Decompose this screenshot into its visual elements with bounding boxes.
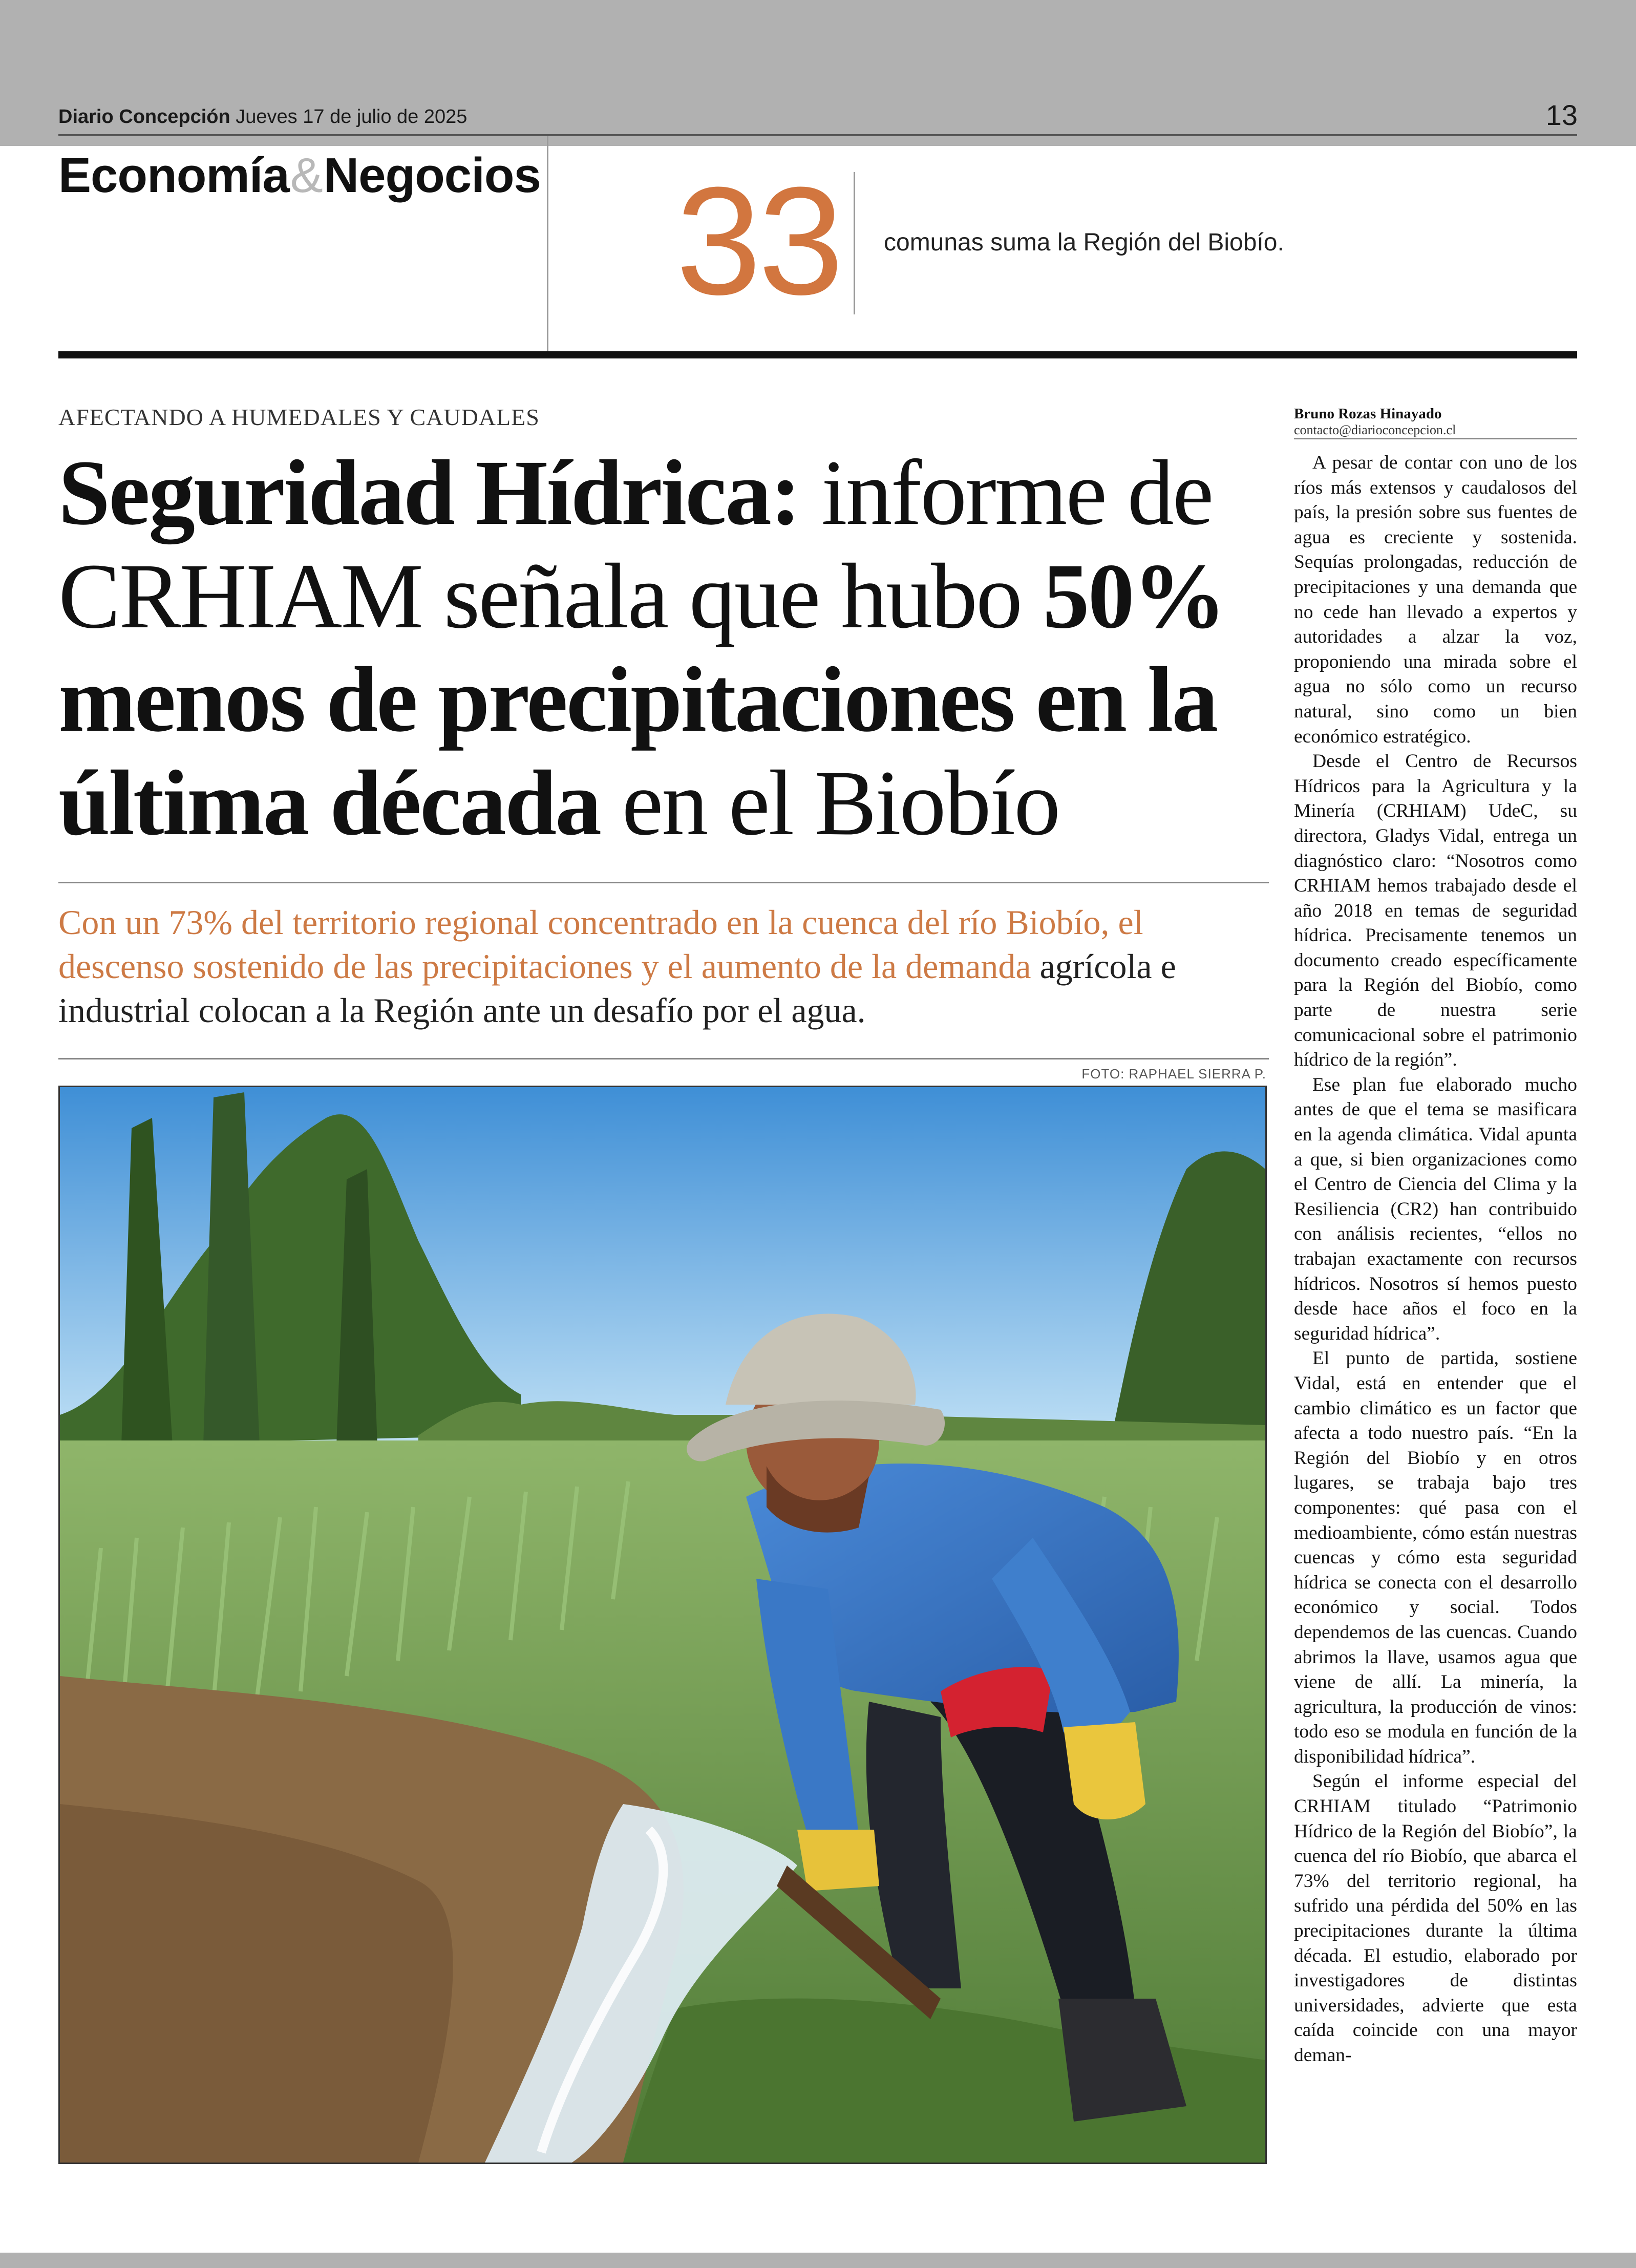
- headline-regular-1: informe de CRHIAM señala que hubo: [58, 441, 1213, 648]
- article-lead: [58, 900, 1277, 1032]
- article-kicker: AFECTANDO A HUMEDALES Y CAUDALES: [58, 404, 540, 430]
- header-divider: [547, 136, 548, 351]
- body-paragraph: Desde el Centro de Recursos Hídricos para la Agricultura y la Minería (CRHIAM) UdeC, su directora, Gladys Vidal, entrega un diagnóstico claro: “Nosotros como CRHIAM hemos trabajado desde el año 2018 en temas de seguridad hídrica. Precisamente tenemos un documento creado específicamente para la Región del Biobío, como parte de nuestra serie comunicacional sobre el patrimonio hídrico de la región”.: [1294, 751, 1577, 1071]
- photo-illustration: [60, 1087, 1265, 2163]
- lead-rest: agrícola e industrial colocan a la Región ante un desafío por el agua.: [58, 947, 1176, 1030]
- stat-divider: [854, 172, 855, 314]
- bottom-band: [0, 2253, 1636, 2268]
- header-rule: [58, 134, 1577, 136]
- headline-bold-1: Seguridad Hídrica:: [58, 441, 800, 544]
- stat-number: 33: [676, 155, 841, 327]
- article-body: [1294, 451, 1577, 2068]
- page-number: 13: [1545, 99, 1578, 131]
- publication-date: Jueves 17 de julio de 2025: [236, 106, 468, 128]
- body-paragraph: A pesar de contar con uno de los ríos más extensos y caudalosos del país, la presión sobre sus fuentes de agua es creciente y sostenida. Sequías prolongadas, reducción de precipitaciones y una demanda que no cede han llevado a expertos y autoridades a alzar la voz, proponiendo una mirada sobre el agua no sólo como un recurso natural, sino como un bien económico estratégico.: [1294, 452, 1577, 747]
- publication-name: Diario Concepción: [58, 106, 230, 128]
- section-word-1: Economía: [58, 148, 289, 203]
- lead-top-rule: [58, 882, 1269, 883]
- section-title: [58, 147, 541, 204]
- photo-credit: FOTO: RAPHAEL SIERRA P.: [1081, 1066, 1266, 1082]
- byline-email: contacto@diarioconcepcion.cl: [1294, 422, 1456, 437]
- article-photo: [58, 1086, 1267, 2164]
- article-byline: [1294, 406, 1577, 438]
- lead-highlight: Con un 73% del territorio regional concentrado en la cuenca del río Biobío, el descenso sostenido de las precipitaciones y el aumento de la demanda: [58, 903, 1143, 986]
- byline-rule: [1294, 438, 1577, 439]
- article-headline: [58, 441, 1287, 855]
- lead-bottom-rule: [58, 1058, 1269, 1059]
- headline-regular-2: en el Biobío: [600, 752, 1059, 855]
- body-paragraph: Según el informe especial del CRHIAM titulado “Patrimonio Hídrico de la Región del Biobío”, la cuenca del río Biobío, que abarca el 73% del territorio regional, ha sufrido una pérdida del 50% en las precipitaciones durante la última década. El estudio, elaborado por investigadores de distintas universidades, advierte que esta caída coincide con una mayor deman-: [1294, 1771, 1577, 2066]
- byline-author: Bruno Rozas Hinayado: [1294, 406, 1442, 422]
- body-paragraph: El punto de partida, sostiene Vidal, está en entender que el cambio climático es un factor que afecta a todo nuestro país. “En la Región del Biobío y en otros lugares, se trabaja bajo tres componentes: qué pasa con el medioambiente, cómo están nuestras cuencas y cómo esta seguridad hídrica se conecta con el desarrollo económico y social. Todos dependemos de las cuencas. Cuando abrimos la llave, usamos agua que viene de allí. La minería, la agricultura, la producción de vinos: todo eso se modula en función de la disponibilidad hídrica”.: [1294, 1348, 1577, 1767]
- body-paragraph: Ese plan fue elaborado mucho antes de que el tema se masificara en la agenda climática. Vidal apunta a que, si bien organizaciones como el Centro de Ciencia del Clima y la Resiliencia (CR2) han contribuido con análisis recientes, “ellos no trabajan exactamente con recursos hídricos. Nosotros sí hemos puesto desde hace años el foco en la seguridad hídrica”.: [1294, 1074, 1577, 1344]
- headline-bold-2: 50% menos de precipitaciones en la última década: [58, 545, 1225, 855]
- section-word-2: Negocios: [323, 148, 541, 203]
- stat-caption: comunas suma la Región del Biobío.: [884, 229, 1284, 256]
- section-rule: [58, 351, 1577, 358]
- page-header: [58, 106, 467, 128]
- section-ampersand: &: [290, 148, 323, 203]
